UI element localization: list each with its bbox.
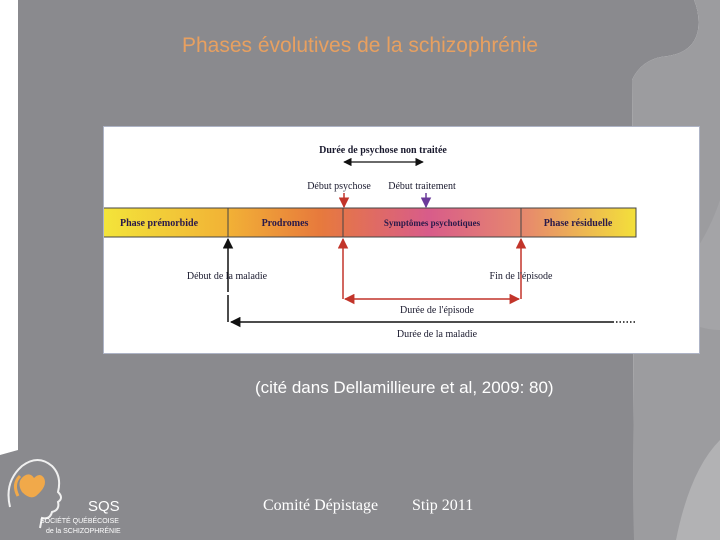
phases-diagram <box>103 126 700 354</box>
label-treatment-onset: Début traitement <box>388 181 456 192</box>
label-episode-end: Fin de l'épisode <box>489 271 553 282</box>
label-illness-onset: Début de la maladie <box>186 271 268 282</box>
phase-psychotic-symptoms: Symptômes psychotiques <box>383 218 481 228</box>
label-episode-duration: Durée de l'épisode <box>400 305 474 316</box>
head-profile-icon <box>0 452 130 540</box>
label-psychosis-onset: Début psychose <box>307 181 371 192</box>
citation: (cité dans Dellamillieure et al, 2009: 80) <box>255 378 554 397</box>
logo-name-line1: SOCIÉTÉ QUÉBÉCOISE <box>40 518 119 525</box>
sqs-logo <box>0 452 130 540</box>
phase-prodromes: Prodromes <box>261 218 309 229</box>
label-untreated-psychosis: Durée de psychose non traitée <box>319 145 447 156</box>
logo-abbrev: SQS <box>88 498 120 515</box>
label-illness-duration: Durée de la maladie <box>396 329 478 340</box>
logo-name-line2: de la SCHIZOPHRÉNIE <box>46 528 121 535</box>
diagram-canvas <box>104 127 699 353</box>
slide-title: Phases évolutives de la schizophrénie <box>181 34 539 57</box>
phase-premorbid: Phase prémorbide <box>119 218 199 229</box>
phase-residual: Phase résiduelle <box>543 218 613 229</box>
footer-committee: Comité Dépistage <box>263 497 379 514</box>
footer-author-year: Stip 2011 <box>412 497 474 514</box>
